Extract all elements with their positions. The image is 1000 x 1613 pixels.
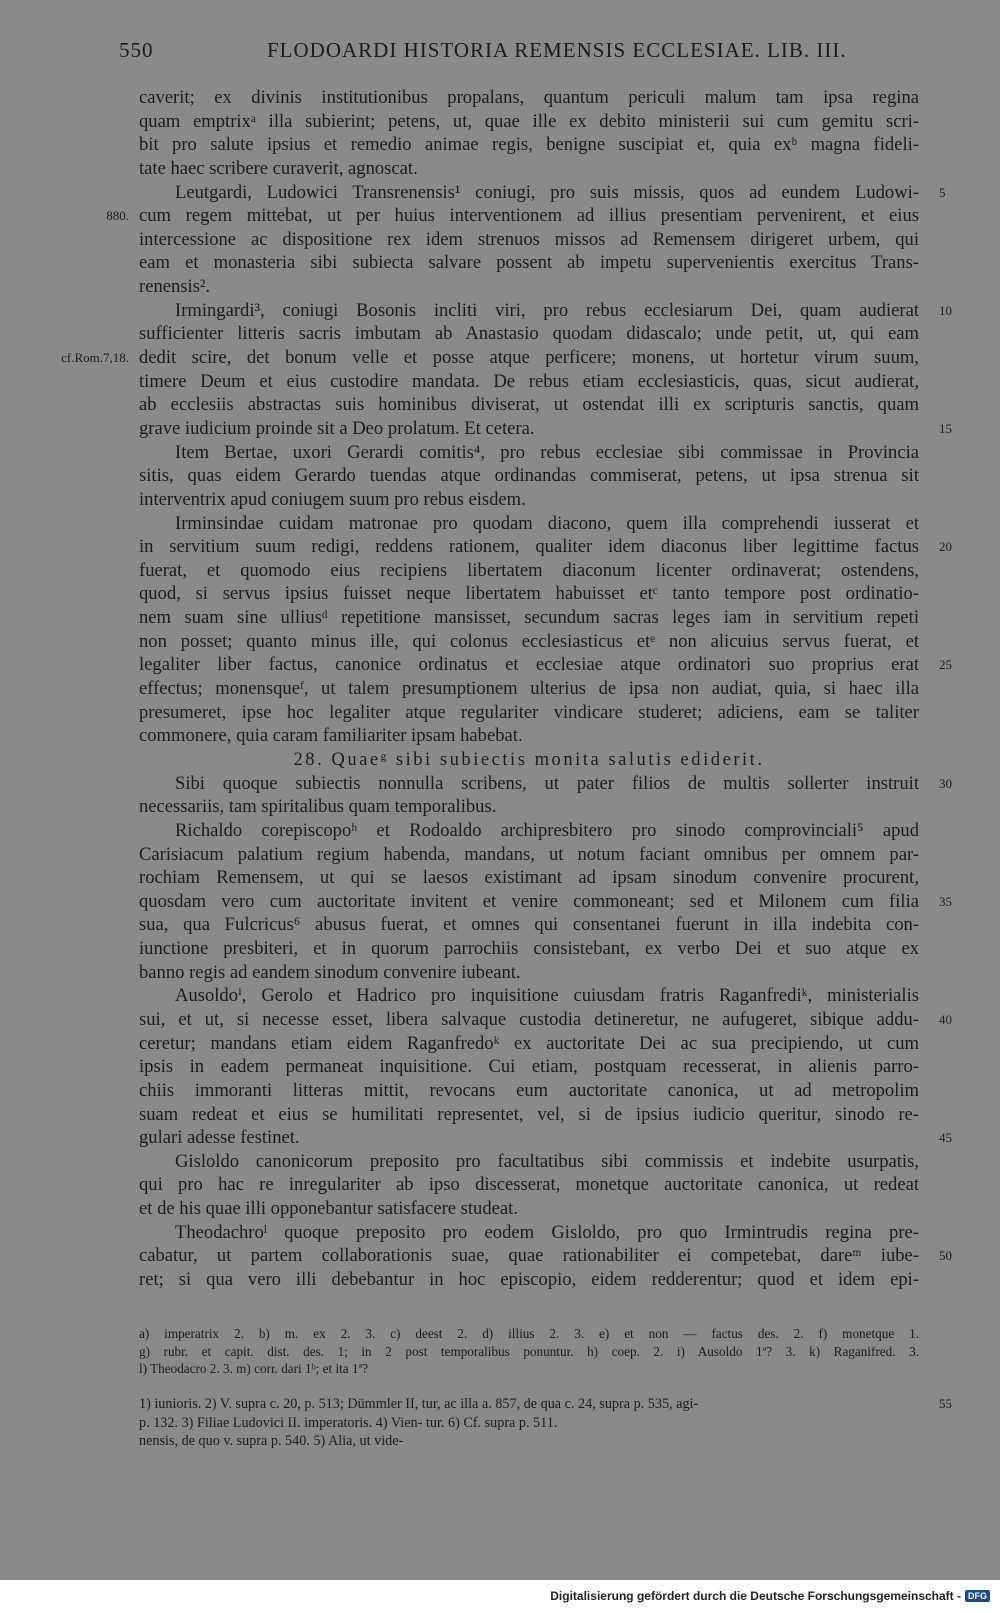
text-line (139, 370, 919, 394)
line-text: Item Bertae, uxori Gerardi comitis⁴, pro rebus ecclesiae sibi commissae in Provincia (175, 441, 919, 463)
text-line (139, 110, 919, 134)
text-line (139, 535, 952, 559)
text-line (139, 984, 919, 1008)
line-text: et de his quae illi opponebantur satisfacere studeat. (139, 1198, 518, 1220)
text-line (139, 322, 919, 346)
line-text: in servitium suum redigi, reddens rationem, qualiter idem diaconus liber legittime factus (139, 536, 919, 558)
text-line (139, 1150, 919, 1174)
line-text: fuerat, et quomodo eius recipiens libertatem diaconum licenter ordinaverat; ostendens, (139, 559, 919, 581)
line-text: cabatur, ut partem collaborationis suae, quae rationabiliter ei competebat, dareᵐ iube- (139, 1245, 919, 1267)
text-line (139, 1221, 919, 1245)
text-line (139, 86, 919, 110)
line-text: timere Deum et eius custodire mandata. De rebus etiam ecclesiasticis, quas, sicut audierat, (139, 370, 919, 392)
text-line (139, 1268, 919, 1292)
footnote-text: 1) iunioris. 2) V. supra c. 20, p. 513; Dümmler II, tur, ac illa a. 857, de qua c. 24, supra p. 535, agi- (139, 1396, 699, 1412)
line-text: chiis immoranti litteras mittit, revocans eum auctoritate canonica, ut ad metropolim (139, 1079, 919, 1101)
line-text: intercessione ac dispositione rex idem strenuos missos ad Remensem dirigeret urbem, qui (139, 228, 919, 250)
text-line (139, 441, 919, 465)
text-line (139, 937, 919, 961)
text-line (139, 677, 919, 701)
text-line (139, 795, 919, 819)
apparatus-line: g) rubr. et capit. dist. des. 1; in 2 post temporalibus ponuntur. h) coep. 2. i) Ausoldo 1ª? 3. k) Raganifred. 3. (139, 1343, 919, 1359)
line-text: banno regis ad eandem sinodum convenire iubeant. (139, 961, 521, 983)
line-text: grave iudicium proinde sit a Deo prolatum. Et cetera. (139, 417, 535, 439)
main-text (61, 86, 952, 1292)
line-text: sitis, quas eidem Gerardo tuendas atque ordinandas commiserat, petens, ut ipsa strenua sit (139, 465, 919, 487)
line-text: nem suam sine ulliusᵈ repetitione mansisset, secundum sacras leges iam in servitium repeti (139, 607, 919, 629)
line-text: rochiam Remensem, ut qui se laesos existimant ad ipsam sinodum convenire procurent, (139, 867, 919, 889)
text-line (139, 890, 952, 914)
footnote-text: p. 132. 3) Filiae Ludovici II. imperatoris. 4) Vien- tur. 6) Cf. supra p. 511. (139, 1414, 558, 1431)
text-line (139, 157, 919, 181)
text-line (139, 1055, 919, 1079)
line-text: commonere, quia caram familiariter ipsam habebat. (139, 725, 523, 747)
footnote-line (139, 1395, 952, 1414)
text-line (139, 133, 919, 157)
line-text: quod, si servus ipsius fuisset neque libertatem habuisset etᶜ tanto tempore post ordinatio- (139, 583, 919, 605)
digitization-credit (550, 1589, 990, 1603)
line-text: 28. Quaeᵍ sibi subiectis monita salutis ediderit. (293, 748, 765, 770)
credit-text: Digitalisierung gefördert durch die Deutsche Forschungsgemeinschaft - (550, 1589, 961, 1603)
line-text: ceretur; mandans etiam eidem Raganfredoᵏ ex auctoritate Dei ac sua precipiendo, ut cum (139, 1032, 919, 1054)
line-text: Irmingardi³, coniugi Bosonis incliti viri, pro rebus ecclesiarum Dei, quam audierat (175, 299, 919, 321)
line-text: ipsis in eadem permaneat inquisitione. Cui etiam, postquam recesserat, in alienis parro- (139, 1056, 919, 1078)
line-text: interventrix apud coniugem suum pro rebus eisdem. (139, 488, 526, 510)
text-line (139, 393, 919, 417)
dfg-logo: DFG (965, 1590, 990, 1602)
line-text: Leutgardi, Ludowici Transrenensis¹ coniugi, pro suis missis, quos ad eundem Ludowi- (175, 181, 919, 203)
text-line (139, 1008, 952, 1032)
running-title: FLODOARDI HISTORIA REMENSIS ECCLESIAE. LIB. III. (267, 38, 847, 62)
text-line (139, 819, 919, 843)
line-text: Richaldo corepiscopoʰ et Rodoaldo archipresbitero pro sinodo comprovinciali⁵ apud (175, 819, 919, 841)
text-line (139, 1173, 919, 1197)
text-line (139, 512, 919, 536)
text-line (139, 228, 919, 252)
text-line (139, 582, 919, 606)
line-text: ret; si qua vero illi debebantur in hoc episcopio, eidem redderentur; quod et idem epi- (139, 1269, 919, 1291)
line-text: sui, et ut, si necesse esset, libera salvaque custodia detineretur, ne aufugeret, sibique addu- (139, 1008, 919, 1030)
text-line (61, 346, 919, 370)
line-text: Sibi quoque subiectis nonnulla scribens, ut pater filios de multis sollerter instruit (175, 772, 919, 794)
text-line (139, 251, 919, 275)
line-text: caverit; ex divinis institutionibus propalans, quantum periculi malum tam ipsa regina (139, 87, 919, 108)
line-text: Theodachroˡ quoque preposito pro eodem Gisloldo, pro quo Irmintrudis regina pre- (175, 1221, 919, 1243)
critical-apparatus (139, 1325, 919, 1378)
margin-note: cf.Rom.7,18. (61, 350, 129, 366)
line-text: gulari adesse festinet. (139, 1127, 300, 1149)
line-text: suam redeat et eius se humilitati representet, vel, si de ipsius iudicio queritur, sinodo re- (139, 1103, 919, 1125)
text-line (139, 961, 919, 985)
text-line (139, 913, 919, 937)
text-line (139, 299, 952, 323)
line-number: 50 (939, 1248, 952, 1264)
text-line (139, 464, 919, 488)
line-text: ab ecclesiis abstractas suis hominibus diviserat, ut ostendat illi ex scripturis sanctis, quam (139, 394, 919, 416)
line-text: legaliter liber factus, canonice ordinatus et ecclesiae atque ordinatori suo proprius erat (139, 654, 919, 676)
line-text: Irminsindae cuidam matronae pro quodam diacono, quem illa comprehendi iusserat et (175, 512, 919, 534)
text-line (139, 701, 919, 725)
line-text: non posset; quanto minus ille, qui colonus ecclesiasticus etᵉ non alicuius servus fuerat, et (139, 630, 919, 652)
line-text: renensis². (139, 276, 211, 298)
line-text: Carisiacum palatium regium habenda, mandans, ut notum faciant omnibus per omnem par- (139, 843, 919, 865)
footnote-line (139, 1414, 919, 1433)
text-line (139, 653, 952, 677)
apparatus-line: l) Theodacro 2. 3. m) corr. dari 1ᵇ; et ita 1ª? (139, 1361, 369, 1376)
footnote-line (139, 1432, 919, 1451)
line-text: Ausoldoⁱ, Gerolo et Hadrico pro inquisitione cuiusdam fratris Raganfrediᵏ, ministerialis (175, 985, 919, 1007)
text-line (106, 204, 919, 228)
line-text: bit pro salute ipsius et remedio animae regis, benigne suscipiat et, quia exᵇ magna fideli- (139, 134, 919, 156)
line-number: 10 (939, 302, 952, 318)
line-text: presumeret, ipse hoc legaliter atque regulariter vindicare studeret; adiciens, eam se taliter (139, 701, 919, 723)
line-text: iunctione presbiteri, et in quorum parrochiis consistebant, ex verbo Dei et suo atque ex (139, 938, 919, 960)
line-text: eam et monasteria sibi subiecta salvare possent ab impetu supervenientis exercitus Trans- (139, 252, 919, 274)
text-line (139, 724, 919, 748)
line-number: 45 (939, 1130, 952, 1146)
line-text: quam emptrixᵃ illa subierint; petens, ut, quae ille ex debito ministerii sui cum gemitu scri- (139, 110, 919, 132)
text-line (139, 1126, 952, 1150)
text-line (139, 630, 919, 654)
text-line (139, 606, 919, 630)
line-text: Gisloldo canonicorum preposito pro facultatibus sibi commissis et indebite usurpatis, (175, 1150, 919, 1172)
footnotes (139, 1395, 952, 1451)
line-text: qui pro hac re inregulariter ab ipso discesserat, monetque auctoritate canonica, ut redeat (139, 1174, 919, 1196)
line-number: 55 (939, 1396, 952, 1411)
text-line (139, 1244, 952, 1268)
line-number: 30 (939, 775, 952, 791)
text-line (139, 559, 919, 583)
text-line (139, 417, 952, 441)
text-line (139, 275, 919, 299)
margin-note: 880. (106, 208, 129, 224)
line-number: 40 (939, 1011, 952, 1027)
text-line (139, 843, 919, 867)
line-text: sua, qua Fulcricus⁶ abusus fuerat, et omnes qui consentanei fuerunt in illa indebita con- (139, 914, 919, 936)
page-number: 550 (119, 38, 154, 62)
apparatus-line: a) imperatrix 2. b) m. ex 2. 3. c) deest 2. d) illius 2. 3. e) et non — factus des. 2. f) monetque 1. (139, 1326, 919, 1341)
line-number: 15 (939, 420, 952, 436)
line-text: quosdam vero cum auctoritate invitent et venire commoneant; sed et Milonem cum filia (139, 890, 919, 912)
line-text: dedit scire, det bonum velle et posse atque perficere; monens, ut hortetur virum suum, (139, 347, 919, 369)
chapter-heading (139, 748, 919, 772)
text-line (139, 866, 919, 890)
line-number: 20 (939, 539, 952, 555)
text-line (139, 1032, 919, 1056)
line-text: tate haec scribere curaverit, agnoscat. (139, 157, 418, 179)
line-text: cum regem mittebat, ut per huius interventionem ad illius presentiam pervenirent, et eius (139, 205, 919, 227)
line-text: sufficienter litteris sacris imbutam ab Anastasio quodam didascalo; unde petit, ut, qui eam (139, 323, 919, 345)
text-line (139, 1079, 919, 1103)
line-number: 5 (939, 184, 946, 200)
text-line (139, 1103, 919, 1127)
text-line (139, 488, 919, 512)
text-line (139, 772, 952, 796)
text-line (139, 181, 946, 205)
line-number: 35 (939, 893, 952, 909)
text-line (139, 1197, 919, 1221)
line-text: effectus; monensqueᶠ, ut talem presumptionem ulterius de ipsa non audiat, quia, si haec illa (139, 678, 919, 700)
line-number: 25 (939, 657, 952, 673)
footnote-text: nensis, de quo v. supra p. 540. 5) Alia, ut vide- (139, 1433, 404, 1449)
line-text: necessariis, tam spiritalibus quam temporalibus. (139, 796, 497, 818)
